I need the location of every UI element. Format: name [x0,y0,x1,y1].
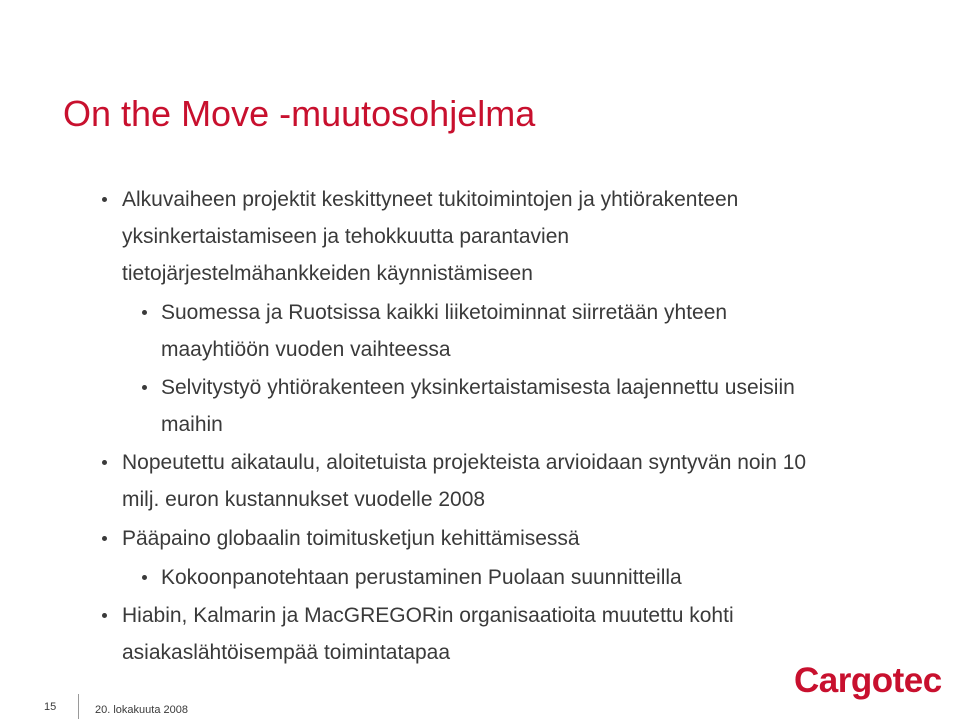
bullet-item [122,444,942,518]
bullet-line: tietojärjestelmähankkeiden käynnistämiseen [122,262,533,285]
bullet-dot-icon [102,197,107,202]
bullet-line: Selvitystyö yhtiörakenteen yksinkertaistamisesta laajennettu useisiin [161,376,795,399]
sub-bullet-item [161,369,941,443]
sub-bullet-item [161,294,941,368]
bullet-dot-icon [102,613,107,618]
bullet-item [122,181,942,292]
bullet-line: Suomessa ja Ruotsissa kaikki liiketoiminnat siirretään yhteen [161,301,728,324]
bullet-line: yksinkertaistamiseen ja tehokkuutta parantavien [122,225,570,248]
bullet-item [122,597,942,671]
bullet-dot-icon [142,310,147,315]
bullet-line: milj. euron kustannukset vuodelle 2008 [122,488,486,511]
slide-title: On the Move -muutosohjelma [63,93,536,134]
bullet-line: maihin [161,413,223,436]
cargotec-logo: Cargotec [794,661,942,700]
bullet-line: Hiabin, Kalmarin ja MacGREGORin organisaatioita muutettu kohti [122,604,734,627]
bullet-dot-icon [102,536,107,541]
bullet-dot-icon [142,385,147,390]
page-number: 15 [44,701,57,713]
sub-bullet-item [161,559,941,596]
bullet-line: Pääpaino globaalin toimitusketjun kehittämisessä [122,527,580,550]
bullet-line: maayhtiöön vuoden vaihteessa [161,338,451,361]
bullet-line: Nopeutettu aikataulu, aloitetuista projekteista arvioidaan syntyvän noin 10 [122,451,807,474]
footer-date: 20. lokakuuta 2008 [95,704,188,716]
bullet-line: Alkuvaiheen projektit keskittyneet tukitoimintojen ja yhtiörakenteen [122,188,739,211]
bullet-dot-icon [102,460,107,465]
footer-divider [78,694,79,719]
bullet-dot-icon [142,575,147,580]
bullet-line: asiakaslähtöisempää toimintatapaa [122,641,451,664]
bullet-line: Kokoonpanotehtaan perustaminen Puolaan suunnitteilla [161,566,682,589]
bullet-item [122,520,942,557]
